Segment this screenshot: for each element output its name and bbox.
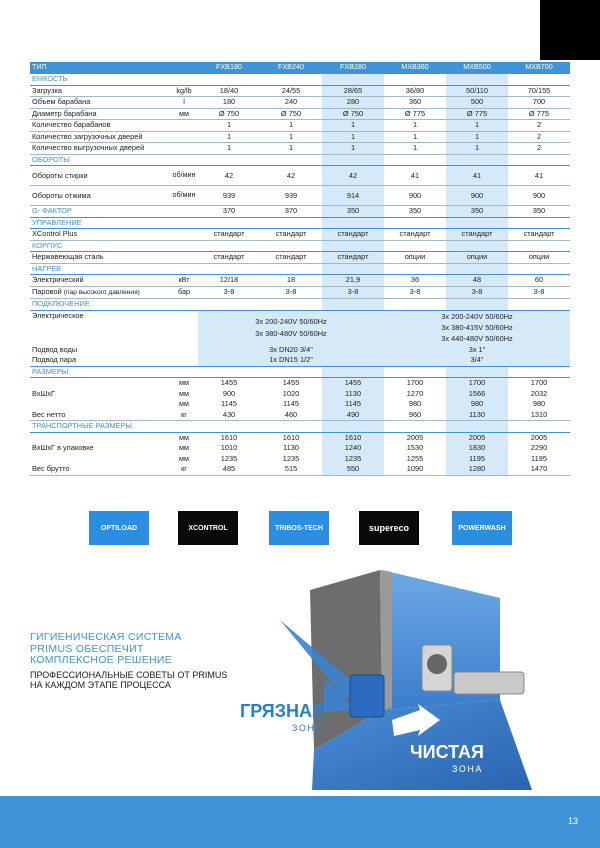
table-row: Подвод пара 1x DN15 1/2" 3/4"	[30, 355, 570, 366]
promo-text	[30, 632, 250, 691]
tribos-tech-logo: TRIBOS-TECH	[269, 511, 329, 545]
table-row: Паровой (пар высокого давления) бар 3-8 3-8 3-8 3-8 3-8 3-8	[30, 286, 570, 299]
dirty-zone-sub: ЗОНА	[292, 723, 323, 733]
table-row: Электрическое 3x 200-240V 50/60Hz 3x 380-480V 50/60Hz 3x 200-240V 50/60Hz 3x 380-415V 50/60Hz 3x 440-480V 50/60Hz	[30, 310, 570, 345]
section-connection: ПОДКЛЮЧЕНИЕ	[30, 299, 198, 311]
col-mxb500: MXB500	[446, 62, 508, 74]
section-transport: ТРАНСПОРТНЫЕ РАЗМЕРЫ	[30, 421, 198, 433]
table-row: XControl Plus стандарт стандарт стандарт стандарт стандарт стандарт	[30, 229, 570, 241]
table-header-row	[30, 62, 570, 74]
table-row: мм 1610 1610 1610 2005 2005 2005	[179, 432, 548, 442]
advice-line-1: ПРОФЕССИОНАЛЬНЫЕ СОВЕТЫ ОТ PRIMUS	[30, 669, 228, 680]
table-row: Вес нетто кг 430 460 490 960 1130 1310	[30, 410, 570, 421]
dirty-zone-label: ГРЯЗНАЯ	[240, 701, 325, 721]
table-row: ВхШхГ в упаковке мм 1010 1130 1240 1530 1830 2290	[32, 443, 548, 452]
section-speeds: ОБОРОТЫ	[30, 154, 198, 166]
section-gfactor: G- ФАКТОР	[30, 206, 198, 218]
table-row: Нержавеющая сталь стандарт стандарт стандарт опции опции опции	[30, 252, 570, 264]
col-fxb280: FXB280	[322, 62, 384, 74]
optiload-logo: OPTILOAD	[89, 511, 149, 545]
section-control: УПРАВЛЕНИЕ	[30, 217, 198, 229]
hygiene-room-illustration	[232, 560, 600, 790]
table-row: Количество барабанов 1 1 1 1 1 2	[30, 120, 570, 132]
page-number: 13	[567, 816, 578, 826]
supereco-logo: supereco	[359, 511, 419, 545]
xcontrol-logo: XCONTROL	[178, 511, 238, 545]
table-row: G- ФАКТОР 370 370 350 350 350 350	[30, 206, 570, 218]
col-fxb240: FXB240	[260, 62, 322, 74]
table-row: Загрузка kg/lb 18/40 24/55 28/65 36/80 50/110 70/155	[30, 85, 570, 97]
footer-bar	[0, 796, 600, 848]
promo-line-1: ГИГИЕНИЧЕСКАЯ СИСТЕМА	[30, 631, 182, 643]
section-capacity: ЕМКОСТЬ	[30, 74, 198, 86]
promo-line-2: PRIMUS ОБЕСПЕЧИТ	[30, 642, 144, 655]
ironer	[454, 672, 524, 694]
table-row: мм 1455 1455 1455 1700 1700 1700	[179, 378, 548, 387]
section-heating: НАГРЕВ	[30, 263, 198, 275]
table-row: Количество выгрузочных дверей 1 1 1 1 1 2	[30, 143, 570, 155]
clean-zone-label: ЧИСТАЯ	[410, 742, 484, 762]
spec-table	[30, 62, 570, 476]
advice-line-2: НА КАЖДОМ ЭТАПЕ ПРОЦЕССА	[30, 680, 171, 690]
section-dimensions: РАЗМЕРЫ	[30, 366, 198, 378]
table-row: Электрический кВт 12/18 18 21,9 36 48 60	[30, 275, 570, 287]
washer-machine	[350, 675, 384, 717]
table-row: ВхШхГ мм 900 1020 1130 1270 1566 2032	[32, 388, 548, 398]
table-row: Количество загрузочных дверей 1 1 1 1 1 2	[30, 131, 570, 143]
section-body: КОРПУС	[30, 240, 198, 252]
col-type: ТИП	[30, 62, 170, 74]
clean-zone-sub: ЗОНА	[452, 764, 483, 774]
promo-line-3: КОМПЛЕКСНОЕ РЕШЕНИЕ	[30, 654, 173, 666]
table-row: Обороты стирки об/мин 42 42 42 41 41 41	[30, 166, 570, 186]
corner-block	[540, 0, 600, 60]
table-row: Обороты отжима об/мин 939 939 914 900 900 900	[30, 186, 570, 206]
table-row: мм 1235 1235 1235 1255 1195 1195	[179, 453, 547, 463]
table-row: Объем барабана l 180 240 280 360 500 700	[30, 97, 570, 109]
table-row: Вес брутто кг 485 515 550 1090 1280 1470	[30, 464, 570, 475]
table-row: Подвод воды 3x DN20 3/4" 3x 1"	[30, 345, 570, 356]
col-mxb700: MXB700	[508, 62, 570, 74]
table-row: Диаметр барабана мм Ø 750 Ø 750 Ø 750 Ø 775 Ø 775 Ø 775	[30, 108, 570, 120]
powerwash-logo: POWERWASH	[452, 511, 512, 545]
col-fxb180: FXB180	[198, 62, 260, 74]
table-row: мм 1145 1145 1145 980 980 980	[179, 399, 546, 408]
col-mxb360: MXB360	[384, 62, 446, 74]
